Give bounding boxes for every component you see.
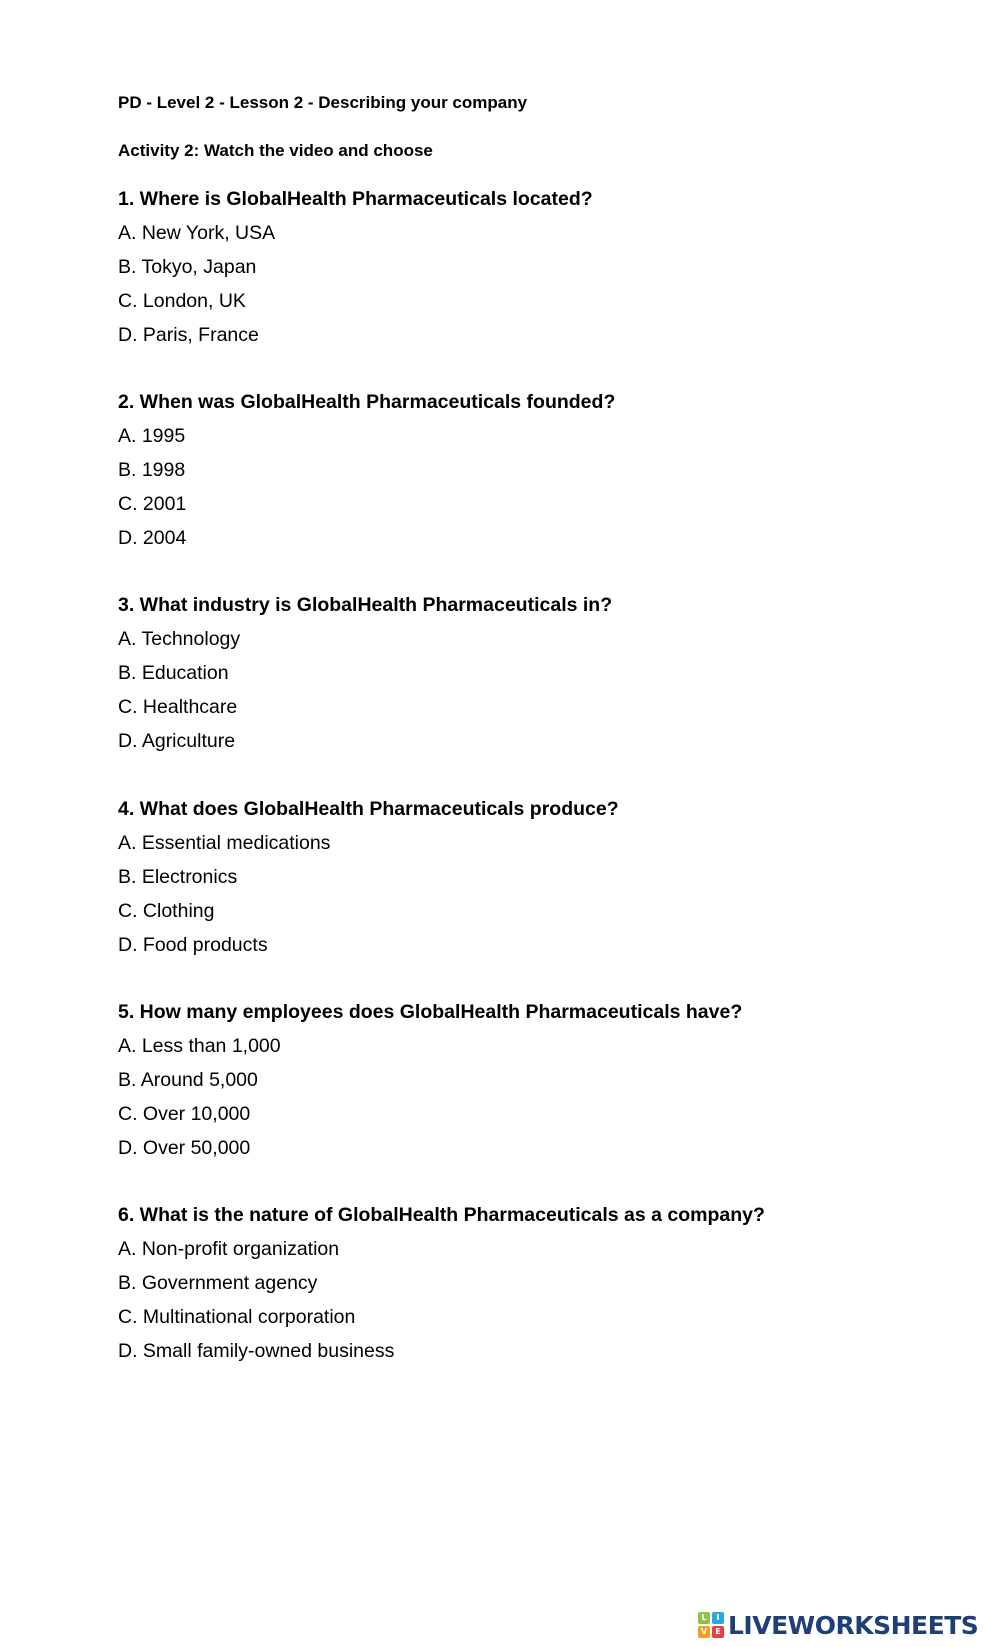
answer-option[interactable]: B. Around 5,000 [118,1069,258,1091]
answer-option[interactable]: B. Tokyo, Japan [118,256,257,278]
answer-option[interactable]: B. Government agency [118,1272,318,1294]
question-block [118,385,978,555]
answer-option[interactable]: A. Non-profit organization [118,1238,340,1260]
logo-mark-l: L [698,1612,710,1624]
answer-option[interactable]: C. Healthcare [118,696,238,718]
answer-option[interactable]: C. London, UK [118,290,246,312]
answer-option[interactable]: C. Multinational corporation [118,1306,356,1328]
question-block [118,588,978,758]
logo-mark-e: E [712,1626,724,1638]
answer-option[interactable]: A. Essential medications [118,832,331,854]
answer-option[interactable]: D. 2004 [118,527,187,549]
answer-option[interactable]: D. Paris, France [118,324,259,346]
answer-option[interactable]: A. Less than 1,000 [118,1035,281,1057]
question-block [118,1198,978,1368]
question-text: 4. What does GlobalHealth Pharmaceuticals produce? [118,798,619,820]
question-text: 3. What industry is GlobalHealth Pharmaceuticals in? [118,594,613,616]
answer-option[interactable]: D. Food products [118,934,268,956]
question-block [118,995,978,1165]
answer-option[interactable]: B. Electronics [118,866,238,888]
question-text: 6. What is the nature of GlobalHealth Pharmaceuticals as a company? [118,1204,765,1226]
logo-mark-i: I [712,1612,724,1624]
document-title: PD - Level 2 - Lesson 2 - Describing your company [118,93,528,112]
answer-option[interactable]: A. 1995 [118,425,186,447]
question-text: 5. How many employees does GlobalHealth Pharmaceuticals have? [118,1001,743,1023]
answer-option[interactable]: B. 1998 [118,459,186,481]
question-text: 1. Where is GlobalHealth Pharmaceuticals located? [118,188,593,210]
answer-option[interactable]: B. Education [118,662,229,684]
question-block [118,182,978,352]
activity-title: Activity 2: Watch the video and choose [118,141,433,160]
answer-option[interactable]: D. Agriculture [118,730,236,752]
answer-option[interactable]: D. Over 50,000 [118,1137,251,1159]
answer-option[interactable]: C. Clothing [118,900,215,922]
answer-option[interactable]: D. Small family-owned business [118,1340,395,1362]
question-text: 2. When was GlobalHealth Pharmaceuticals founded? [118,391,616,413]
answer-option[interactable]: C. 2001 [118,493,187,515]
logo-mark-v: V [698,1626,710,1638]
question-block [118,792,978,962]
liveworksheets-logo-icon [698,1612,724,1638]
liveworksheets-logo [698,1603,1000,1647]
answer-option[interactable]: C. Over 10,000 [118,1103,251,1125]
logo-text: LIVEWORKSHEETS [728,1610,979,1640]
answer-option[interactable]: A. New York, USA [118,222,276,244]
answer-option[interactable]: A. Technology [118,628,241,650]
